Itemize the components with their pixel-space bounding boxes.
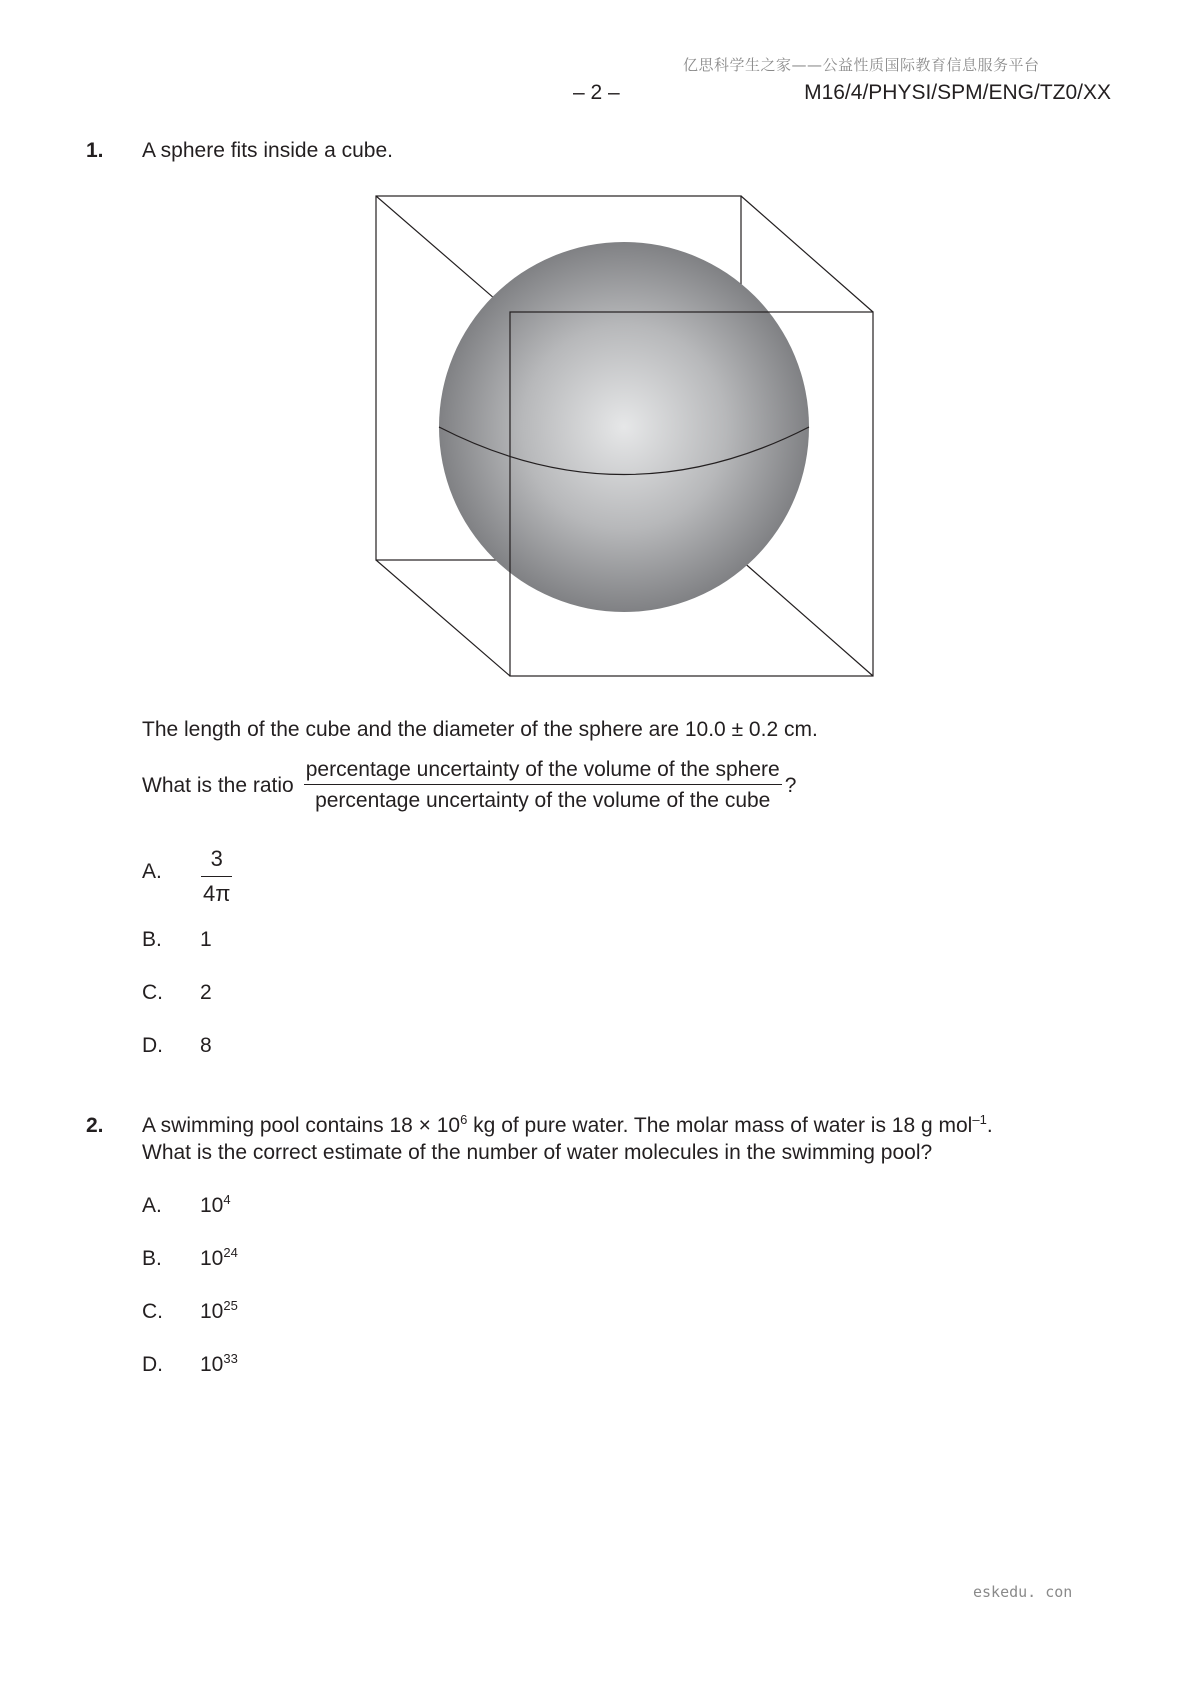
watermark-top: 亿思科学生之家——公益性质国际教育信息服务平台 (683, 56, 1040, 74)
question-1-number: 1. (86, 139, 104, 162)
q2-option-c-value: $10^{25}$ (200, 1298, 238, 1323)
paper-code: M16/4/PHYSI/SPM/ENG/TZ0/XX (804, 81, 1111, 104)
q2-option-d-value: $10^{33}$ (200, 1351, 238, 1376)
q1-option-a-letter: A. (142, 860, 162, 883)
q2-option-d-letter: D. (142, 1353, 163, 1376)
q1-option-b-letter: B. (142, 928, 162, 951)
ratio-numerator: percentage uncertainty of the volume of the sphere (304, 758, 782, 785)
q1-option-d-letter: D. (142, 1034, 163, 1057)
q1-option-a-numerator: 3 (201, 846, 232, 877)
question-1-stem: A sphere fits inside a cube. (142, 139, 393, 162)
q2-option-b-value: $10^{24}$ (200, 1245, 238, 1270)
ratio-suffix: ? (784, 773, 797, 797)
q1-option-c-value: 2 (200, 981, 212, 1004)
q1-option-d-value: 8 (200, 1034, 212, 1057)
q2-option-a-value: $10^4$ (200, 1192, 231, 1217)
ratio-prefix: What is the ratio (142, 773, 294, 797)
q1-option-a-fraction (201, 846, 232, 907)
question-2-line-2: What is the correct estimate of the number of water molecules in the swimming pool? (142, 1141, 933, 1164)
q2-option-c-letter: C. (142, 1300, 163, 1323)
question-2-line-1: A swimming pool contains $18 \times 10^6$ kg of pure water. The molar mass of water is 18 g mol$^{-1}$. (142, 1112, 993, 1137)
question-1-measurement: The length of the cube and the diameter of the sphere are 10.0 ± 0.2 cm. (142, 718, 818, 741)
q1-option-b-value: 1 (200, 928, 212, 951)
question-2-number: 2. (86, 1114, 104, 1137)
ratio-denominator: percentage uncertainty of the volume of the cube (315, 789, 771, 812)
q1-option-c-letter: C. (142, 981, 163, 1004)
q1-option-a-denominator: 4π (203, 881, 231, 906)
page-number: – 2 – (573, 81, 620, 104)
sphere (439, 242, 809, 612)
watermark-bottom: eskedu. con (973, 1583, 1073, 1601)
ratio-fraction (304, 758, 782, 813)
ratio-question (142, 758, 796, 813)
q2-option-a-letter: A. (142, 1194, 162, 1217)
q2-option-b-letter: B. (142, 1247, 162, 1270)
